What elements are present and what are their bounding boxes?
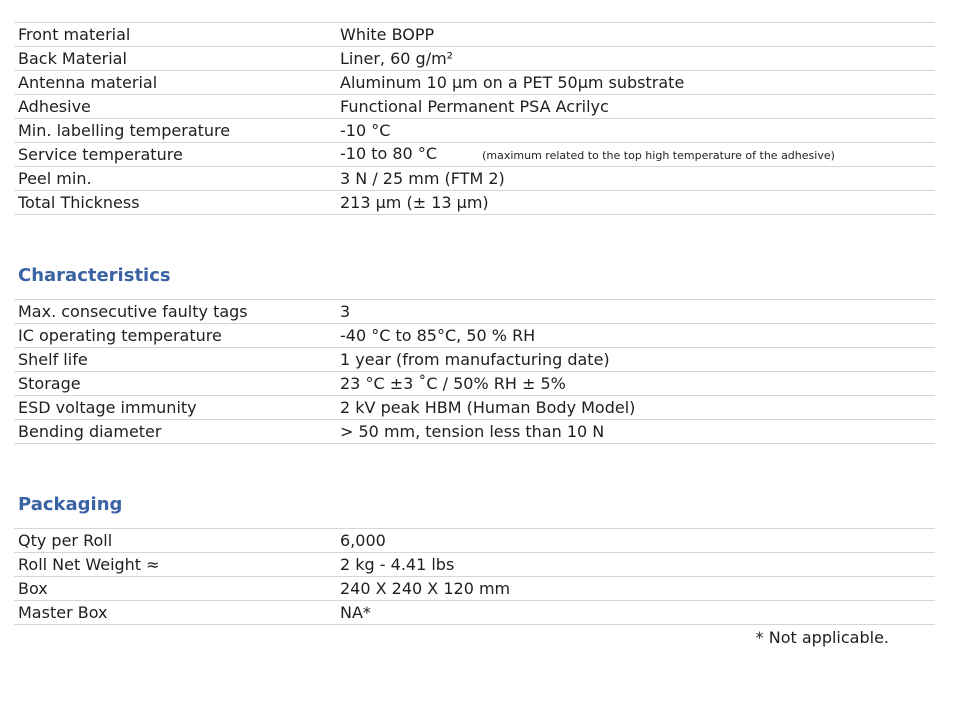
table-row xyxy=(14,372,935,396)
packaging-heading: Packaging xyxy=(18,494,123,515)
characteristics-table xyxy=(14,299,935,444)
adhesive-label: Adhesive xyxy=(18,97,91,116)
master-box-label: Master Box xyxy=(18,603,108,622)
table-row xyxy=(14,553,935,577)
table-row xyxy=(14,71,935,95)
characteristics-heading: Characteristics xyxy=(18,265,171,286)
roll-net-weight-value: 2 kg - 4.41 lbs xyxy=(340,555,455,574)
ic-operating-temperature-value: -40 °C to 85°C, 50 % RH xyxy=(340,326,536,345)
service-temperature-value: -10 to 80 °C xyxy=(340,144,437,163)
packaging-table xyxy=(14,528,935,625)
back-material-value: Liner, 60 g/m² xyxy=(340,49,454,68)
master-box-value: NA* xyxy=(340,603,371,622)
table-row xyxy=(14,529,935,553)
antenna-material-value: Aluminum 10 µm on a PET 50µm substrate xyxy=(340,73,685,92)
table-row xyxy=(14,167,935,191)
ic-operating-temperature-label: IC operating temperature xyxy=(18,326,222,345)
table-row xyxy=(14,348,935,372)
adhesive-value: Functional Permanent PSA Acrilyc xyxy=(340,97,609,116)
total-thickness-value: 213 µm (± 13 µm) xyxy=(340,193,489,212)
bending-diameter-value: > 50 mm, tension less than 10 N xyxy=(340,422,605,441)
storage-value: 23 °C ±3 ˚C / 50% RH ± 5% xyxy=(340,374,566,393)
min-labelling-temperature-label: Min. labelling temperature xyxy=(18,121,231,140)
qty-per-roll-label: Qty per Roll xyxy=(18,531,113,550)
front-material-label: Front material xyxy=(18,25,131,44)
total-thickness-label: Total Thickness xyxy=(18,193,140,212)
max-consecutive-faulty-tags-label: Max. consecutive faulty tags xyxy=(18,302,248,321)
box-label: Box xyxy=(18,579,48,598)
table-row xyxy=(14,601,935,625)
roll-net-weight-label: Roll Net Weight ≈ xyxy=(18,555,160,574)
table-row xyxy=(14,577,935,601)
table-row xyxy=(14,95,935,119)
table-row xyxy=(14,47,935,71)
qty-per-roll-value: 6,000 xyxy=(340,531,386,550)
max-consecutive-faulty-tags-value: 3 xyxy=(340,302,351,321)
service-temperature-label: Service temperature xyxy=(18,145,183,164)
box-value: 240 X 240 X 120 mm xyxy=(340,579,511,598)
esd-voltage-immunity-value: 2 kV peak HBM (Human Body Model) xyxy=(340,398,636,417)
peel-min-label: Peel min. xyxy=(18,169,92,188)
table-row xyxy=(14,143,935,167)
min-labelling-temperature-value: -10 °C xyxy=(340,121,391,140)
table-row xyxy=(14,396,935,420)
antenna-material-label: Antenna material xyxy=(18,73,158,92)
esd-voltage-immunity-label: ESD voltage immunity xyxy=(18,398,197,417)
table-row xyxy=(14,300,935,324)
shelf-life-value: 1 year (from manufacturing date) xyxy=(340,350,610,369)
storage-label: Storage xyxy=(18,374,81,393)
table-row xyxy=(14,119,935,143)
front-material-value: White BOPP xyxy=(340,25,435,44)
peel-min-value: 3 N / 25 mm (FTM 2) xyxy=(340,169,505,188)
bending-diameter-label: Bending diameter xyxy=(18,422,162,441)
table-row xyxy=(14,191,935,215)
service-temperature-note: (maximum related to the top high temperature of the adhesive) xyxy=(482,149,835,162)
table-row xyxy=(14,420,935,444)
footnote-not-applicable: * Not applicable. xyxy=(755,628,889,647)
table-row xyxy=(14,23,935,47)
back-material-label: Back Material xyxy=(18,49,127,68)
materials-table xyxy=(14,22,935,215)
table-row xyxy=(14,324,935,348)
service-temperature-cell xyxy=(336,142,935,167)
shelf-life-label: Shelf life xyxy=(18,350,88,369)
